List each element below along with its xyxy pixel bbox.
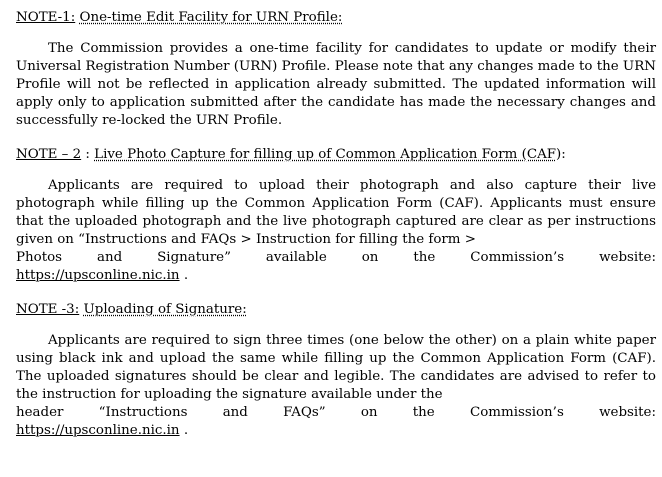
note-3-body-text: Applicants are required to sign three times (one below the other) on a plain white paper using black ink and upload the same while filling up the Common Application Form (CAF). The uploaded signatures should be clear and legible. The candidates are advised to refer to the instruction for uploading the signature available under the bbox=[16, 333, 656, 402]
note-3-label: NOTE -3: bbox=[16, 302, 80, 317]
note-1-label: NOTE-1: bbox=[16, 10, 76, 25]
note-2-body bbox=[16, 177, 656, 285]
note-2 bbox=[16, 146, 656, 285]
note-2-body-tail: Photos and Signature” available on the Commission’s website: bbox=[16, 250, 656, 265]
note-2-website-link[interactable]: https://upsconline.nic.in bbox=[16, 268, 180, 283]
note-3-link-line bbox=[16, 422, 656, 440]
note-3-body bbox=[16, 332, 656, 440]
note-1 bbox=[16, 9, 656, 130]
note-1-title: One-time Edit Facility for URN Profile: bbox=[79, 10, 343, 25]
note-3 bbox=[16, 301, 656, 440]
note-1-body: The Commission provides a one-time facility for candidates to update or modify their Universal Registration Number (URN) Profile. Please note that any changes made to the URN Profile will not be reflected in application already submitted. The updated information will apply only to application submitted after the candidate has made the necessary changes and successfully re-locked the URN Profile. bbox=[16, 41, 657, 128]
note-2-title-suffix: ): bbox=[556, 147, 566, 162]
note-3-heading bbox=[16, 301, 656, 319]
note-2-label: NOTE – 2 bbox=[16, 147, 82, 162]
note-2-body-text: Applicants are required to upload their photograph and also capture their live photograph while filling up the Common Application Form (CAF). Applicants must ensure that the uploaded photograph and the live photograph captured are clear as per instructions given on “Instructions and FAQs > Instruction for filling the form > bbox=[16, 178, 656, 247]
note-2-heading bbox=[16, 146, 656, 164]
note-2-link-line bbox=[16, 267, 656, 285]
note-3-title: Uploading of Signature: bbox=[83, 302, 247, 317]
note-3-website-link[interactable]: https://upsconline.nic.in bbox=[16, 423, 180, 438]
note-2-link-suffix: . bbox=[179, 268, 189, 283]
note-2-separator: : bbox=[81, 147, 95, 162]
note-1-heading bbox=[16, 9, 656, 27]
note-3-link-suffix: . bbox=[179, 423, 189, 438]
note-3-body-tail: header “Instructions and FAQs” on the Commission’s website: bbox=[16, 405, 656, 420]
note-2-title: Live Photo Capture for filling up of Common Application Form (CAF bbox=[94, 147, 557, 162]
